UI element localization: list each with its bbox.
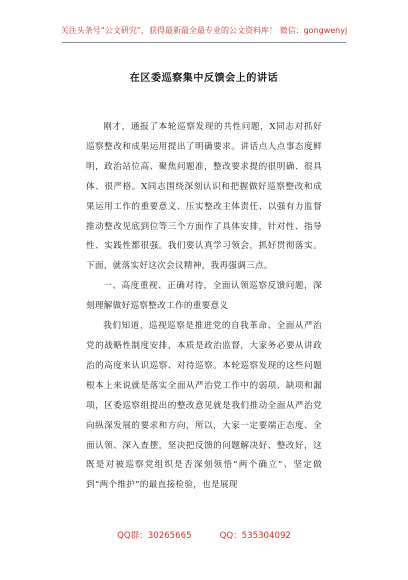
document-title: 在区委巡察集中反馈会上的讲话: [129, 73, 279, 84]
paragraph-section-1: 我们知道，巡视巡察是推进党的自我革命、全面从严治党的战略性制度安排，本质是政治监督，大家务必要从讲政治的高度来认识巡察、对待巡察。本轮巡察发现的这些问题根本上来说就是落实全面从严治党工作中的弱项、缺项和漏项，区委巡察组提出的整改意见就是我们推动全面从严治党向纵深发展的要求和方向，所以，大家一定要端正态度、全面认领、深入查摆，坚决把反馈的问题解决好、整改好，这既是对被巡察党组织是否深刻领悟“两个确立”、坚定做到“两个维护”的最直接检验，也是展现: [86, 321, 322, 491]
paragraph-intro: 刚才，通报了本轮巡察发现的共性问题，X同志对抓好巡察整改和成果运用提出了明确要求。讲话点人点事态度鲜明，政治站位高、聚焦问题准，整改要求提的很明确、很具体、很严格。X同志围绕深刻认识和把握做好巡察整改和成果运用工作的重要意义、压实整改主体责任、以强有力监督推动整改见底到位等三个方面作了具体安排，针对性、指导性、实践性都很强。我们要认真学习领会，抓好贯彻落实。下面，就落实好这次会议精神，我再强调三点。: [86, 122, 322, 272]
footer-contact: [0, 530, 408, 542]
header-banner: 关注头条号“公文研究”，获得最新最全最专业的公文资料库！ 微信：gongwenyj: [60, 26, 348, 35]
document-body: [86, 118, 322, 496]
header-divider: [62, 42, 346, 43]
footer-qq-group: QQ群：30265665: [117, 531, 192, 541]
footer-qq-number: QQ：535304092: [219, 531, 291, 541]
section-heading-1: 一、高度重视、正确对待，全面认领巡察反馈问题，深刻理解做好巡察整改工作的重要意义: [86, 281, 322, 312]
